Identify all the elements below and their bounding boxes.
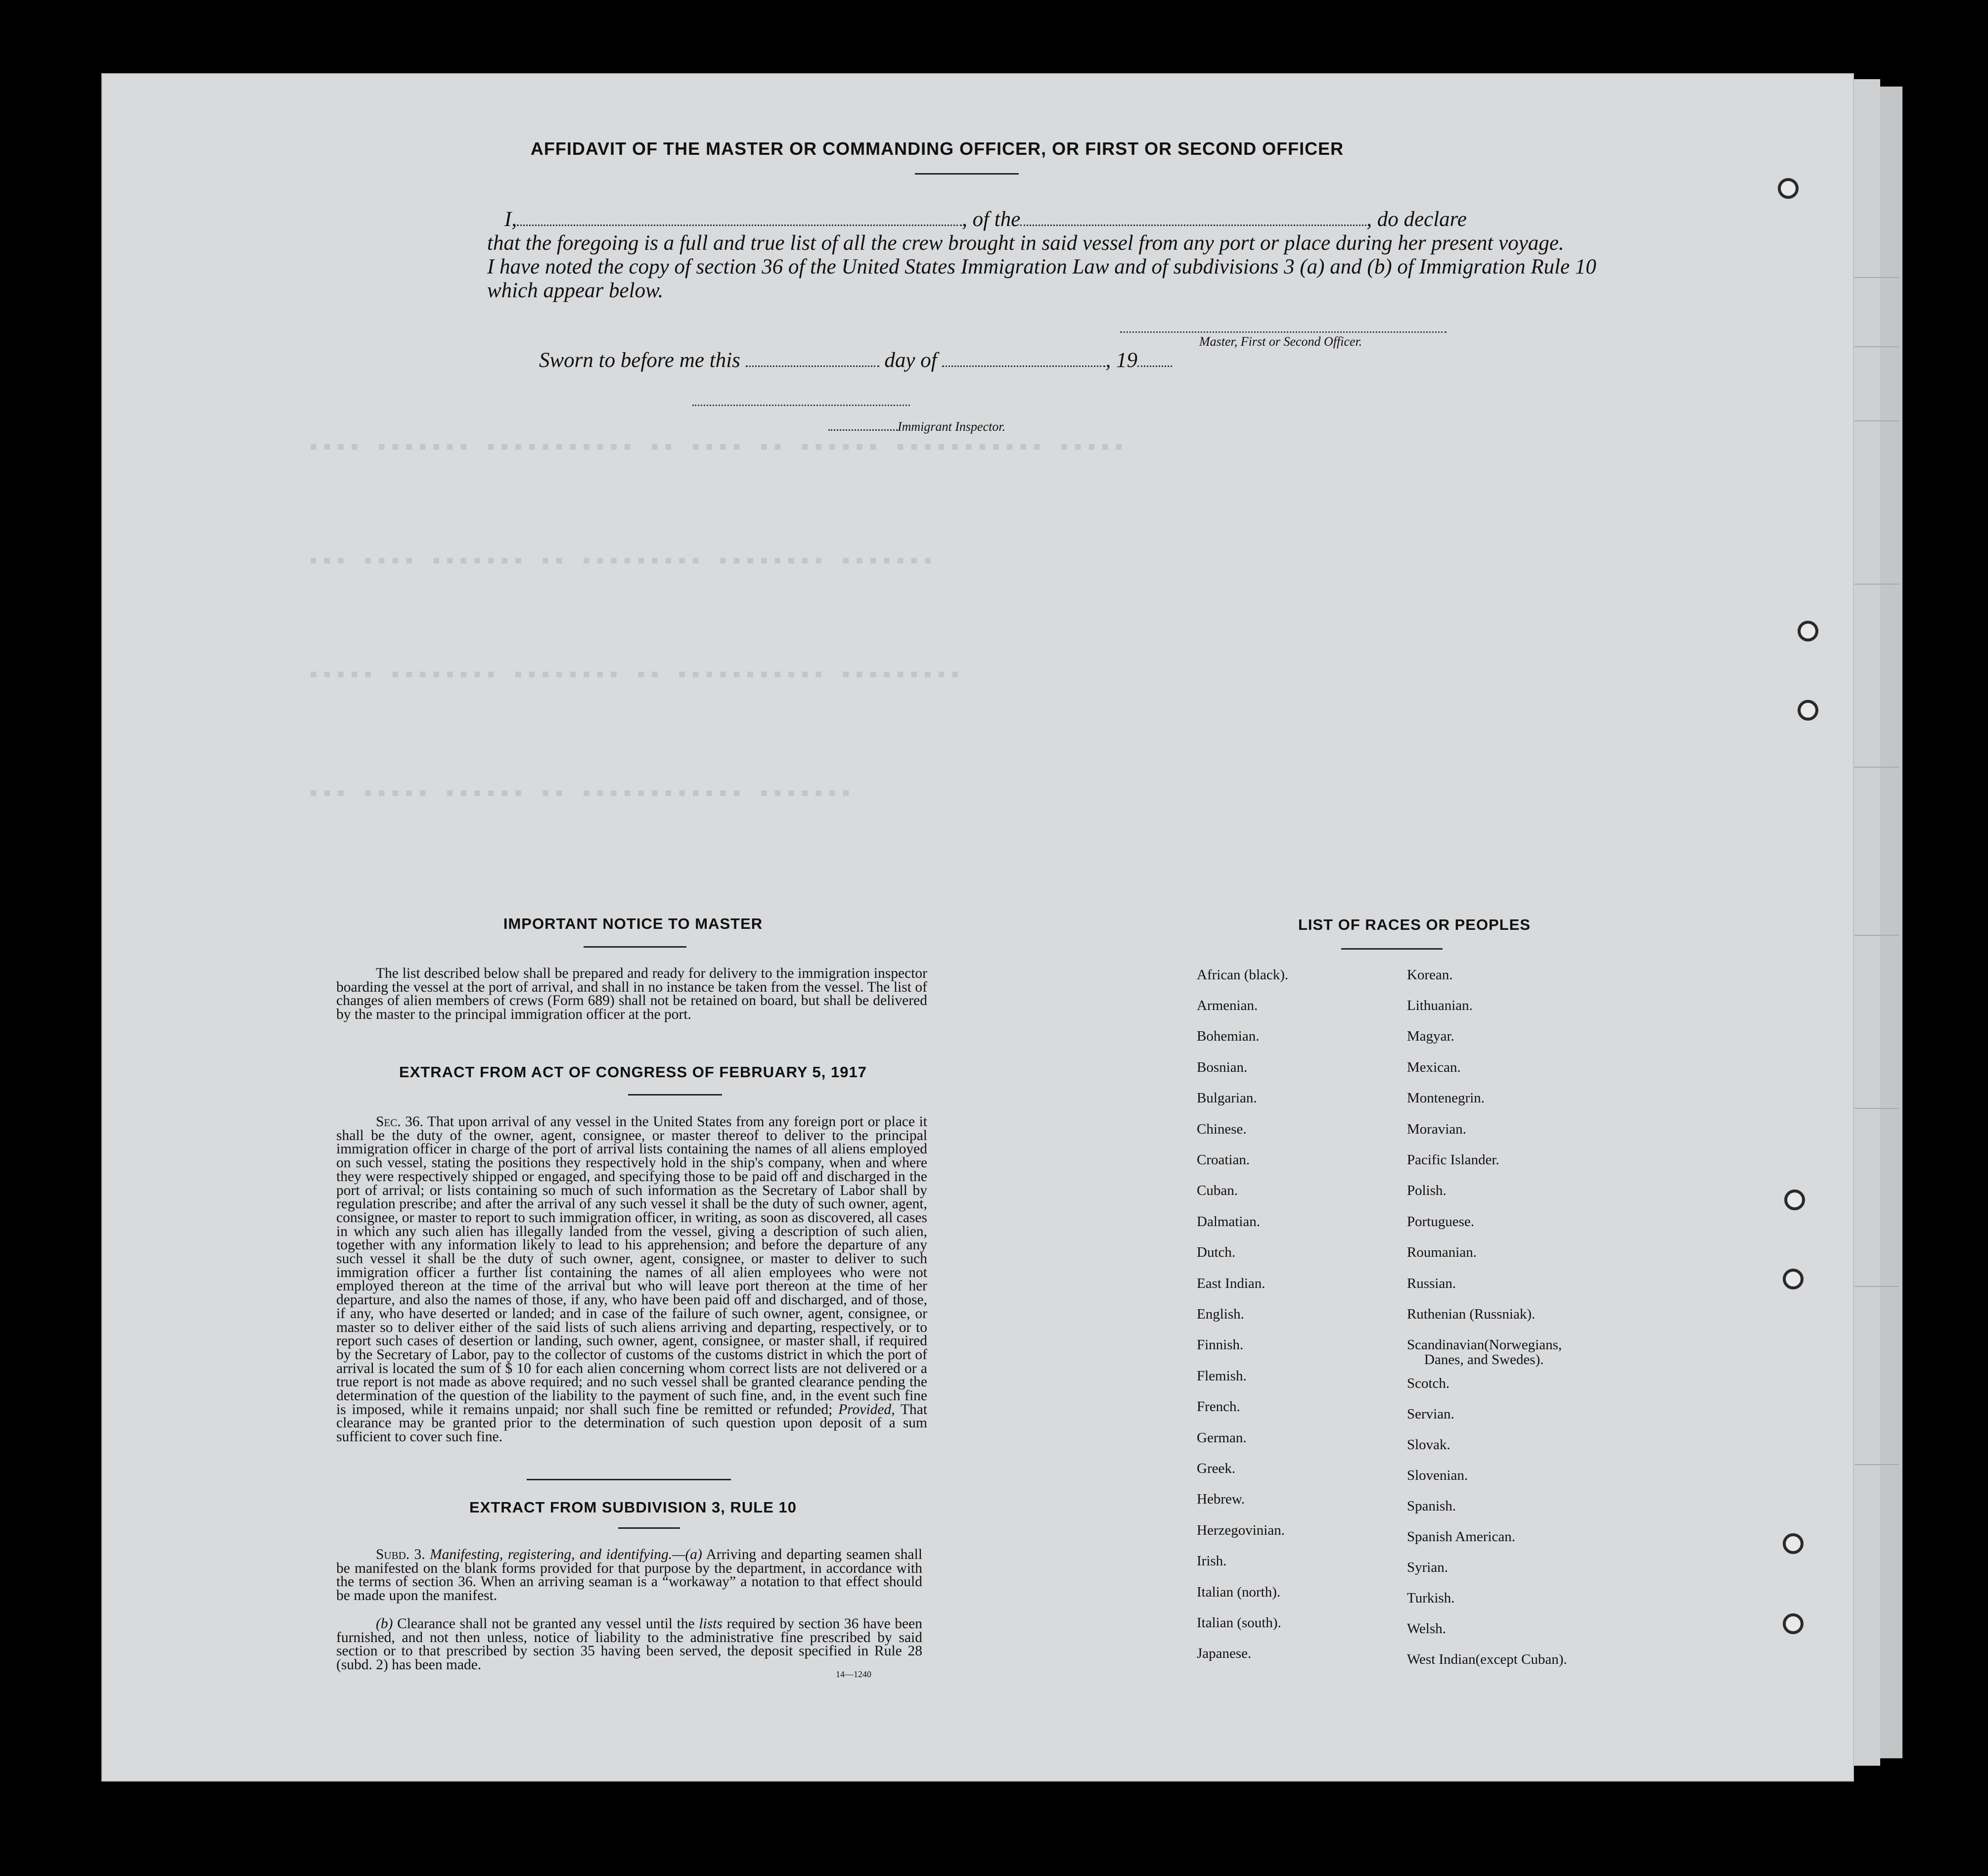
race-item: Bosnian. [1197, 1059, 1248, 1075]
divider-line [584, 946, 686, 948]
act-title: EXTRACT FROM ACT OF CONGRESS OF FEBRUARY 5, 1917 [399, 1063, 867, 1081]
master-signature-label: Master, First or Second Officer. [1199, 334, 1362, 349]
stack-rule-line [1854, 1464, 1899, 1465]
notice-title: IMPORTANT NOTICE TO MASTER [503, 915, 763, 932]
race-item: English. [1197, 1306, 1244, 1322]
affidavit-declaration-line-3: I have noted the copy of section 36 of the United States Immigration Law and of subdivisions 3 (a) and (b) of Immigration Rule 10 [487, 255, 1596, 278]
affidavit-i-label: I, [504, 208, 517, 231]
race-item: West Indian(except Cuban). [1407, 1651, 1567, 1667]
race-item: Turkish. [1407, 1590, 1455, 1606]
rule-b-label: (b) [376, 1616, 393, 1632]
act-body-text: That upon arrival of any vessel in the United States from any foreign port or place it shall be the duty of the owner, agent, consignee, or master thereof to deliver to the principal immigration officer in charge of the port of arrival lists containing the names of all aliens employed on such vessel, stating the positions they respectively hold in the ship's company, when and where they were respectively shipped or engaged, and specifying those to be paid off and discharged in the port of arrival; or lists containing so much of such information as the Secretary of Labor shall by regulation prescribe; and after the arrival of any such vessel it shall be the duty of such owner, agent, consignee, or master to report to such immigration officer, in writing, as soon as discovered, all cases in which any such alien has illegally landed from the vessel, giving a description of such alien, together with any information likely to lead to his apprehension; and before the departure of any such vessel it shall be the duty of such owner, agent, consignee, or master to deliver to such immigration officer a further list containing the names of all alien employees who were not employed thereon at the time of the arrival but who will leave port thereon at the time of her departure, and also the names of those, if any, who have been paid off and discharged, and of those, if any, who have deserted or landed; and in case of the failure of such owner, agent, consignee, or master so to deliver either of the said lists of such aliens arriving and departing, respectively, or to report such cases of desertion or landing, such owner, agent, consignee, or master shall, if required by the Secretary of Labor, pay to the collector of customs of the customs district in which the port of arrival is located the sum of $ 10 for each alien concerning whom correct lists are not delivered or a true report is not made as above required; and no such vessel shall be granted clearance pending the determination of the question of the liability to the payment of such fine, and, in the event such fine is imposed, while it remains unpaid; nor shall such fine be remitted or refunded; [336, 1114, 927, 1418]
rule-b-body-1: Clearance shall not be granted any vessel until the [397, 1616, 695, 1632]
race-item: Scandinavian(Norwegians, [1407, 1337, 1562, 1353]
race-item: French. [1197, 1399, 1240, 1415]
race-item: Polish. [1407, 1183, 1446, 1198]
races-right-column [1407, 967, 1625, 1669]
race-item: German. [1197, 1430, 1247, 1446]
race-item: Russian. [1407, 1276, 1456, 1291]
race-item: Mexican. [1407, 1059, 1461, 1075]
race-item: Italian (south). [1197, 1615, 1281, 1631]
divider-line [527, 1479, 731, 1480]
race-item: Italian (north). [1197, 1584, 1281, 1600]
sworn-year-field[interactable] [1137, 362, 1172, 367]
race-item: East Indian. [1197, 1276, 1265, 1291]
races-left-column [1197, 967, 1404, 1669]
race-item: Portuguese. [1407, 1214, 1475, 1230]
affidavit-declaration-line-4: which appear below. [487, 279, 664, 302]
affidavit-declaration-line-1 [504, 208, 1467, 231]
punch-hole-icon [1778, 178, 1799, 199]
punch-hole-icon [1783, 1533, 1804, 1554]
race-item: Magyar. [1407, 1028, 1454, 1044]
stack-rule-line [1854, 935, 1899, 936]
inspector-label-line [828, 419, 1005, 434]
race-item: Slovak. [1407, 1437, 1450, 1453]
sworn-day-of-label: day of [884, 349, 937, 372]
punch-hole-icon [1798, 700, 1818, 721]
punch-hole-icon [1783, 1613, 1804, 1634]
inspector-signature-line[interactable] [692, 405, 910, 406]
race-item: Armenian. [1197, 998, 1258, 1013]
sworn-line [539, 349, 1172, 372]
divider-line [618, 1527, 680, 1529]
race-item: Dalmatian. [1197, 1214, 1261, 1230]
name-blank-field[interactable] [517, 221, 962, 226]
stack-rule-line [1854, 584, 1899, 585]
master-signature-line[interactable] [1120, 331, 1446, 333]
sworn-day-field[interactable] [746, 362, 879, 367]
rule-b-body-2: required by section 36 have been furnished, and not then unless, notice of liability to the administrative fine prescribed by said section or to that prescribed by section 35 having been served, the deposit specified in Rule 28 (subd. 2) has been made. [336, 1616, 923, 1673]
races-title: LIST OF RACES OR PEOPLES [1298, 916, 1531, 933]
act-body [336, 1115, 927, 1444]
divider-line [915, 173, 1019, 175]
act-body-end: That clearance may be granted prior to the determination of such question upon deposit of a sum sufficient to cover such fine. [336, 1401, 928, 1445]
punch-hole-icon [1784, 1190, 1805, 1210]
divider-line [628, 1094, 722, 1096]
punch-hole-icon [1798, 621, 1818, 641]
rule-title: EXTRACT FROM SUBDIVISION 3, RULE 10 [469, 1499, 797, 1516]
bleed-through-text: ▪▪▪▪▪ ▪▪▪▪▪▪▪▪ ▪▪▪▪▪▪▪▪ ▪▪ ▪▪▪▪▪▪▪▪▪▪▪ ▪▪▪▪▪▪▪▪▪ [307, 663, 962, 688]
race-item: Servian. [1407, 1406, 1454, 1422]
race-item: Greek. [1197, 1461, 1236, 1476]
act-section-label: Sec. 36. [376, 1114, 423, 1130]
bleed-through-text: ▪▪▪▪ ▪▪▪▪▪▪▪ ▪▪▪▪▪▪▪▪▪▪▪ ▪▪ ▪▪▪▪ ▪▪ ▪▪▪▪▪▪ ▪▪▪▪▪▪▪▪▪▪▪ ▪▪▪▪▪ [307, 435, 1126, 461]
rule-subd-a [336, 1548, 922, 1603]
race-item: Croatian. [1197, 1152, 1250, 1168]
race-item: Spanish. [1407, 1498, 1456, 1514]
race-item: Cuban. [1197, 1183, 1238, 1198]
bleed-through-text: ▪▪▪ ▪▪▪▪ ▪▪▪▪▪▪▪ ▪▪ ▪▪▪▪▪▪▪▪▪ ▪▪▪▪▪▪▪▪ ▪▪▪▪▪▪▪ [307, 549, 935, 575]
race-item: Ruthenian (Russniak). [1407, 1306, 1536, 1322]
race-item: Bohemian. [1197, 1028, 1260, 1044]
race-item: Dutch. [1197, 1244, 1236, 1260]
race-item: Finnish. [1197, 1337, 1244, 1353]
race-item: Hebrew. [1197, 1491, 1245, 1507]
rule-subd-b [336, 1617, 922, 1672]
race-item: Scotch. [1407, 1375, 1450, 1391]
race-item: Spanish American. [1407, 1529, 1516, 1545]
race-item: Lithuanian. [1407, 998, 1473, 1013]
race-item: Flemish. [1197, 1368, 1247, 1384]
inspector-dots [828, 427, 898, 431]
affidavit-of-the-label: , of the [962, 208, 1021, 231]
race-item: Herzegovinian. [1197, 1522, 1285, 1538]
race-item: Korean. [1407, 967, 1453, 983]
stack-rule-line [1854, 1108, 1899, 1109]
race-item: Moravian. [1407, 1121, 1466, 1137]
race-item: Pacific Islander. [1407, 1152, 1499, 1168]
act-provided-label: Provided, [838, 1401, 895, 1418]
stack-rule-line [1854, 1286, 1899, 1287]
notice-body: The list described below shall be prepared and ready for delivery to the immigration inspector boarding the vessel at the port of arrival, and shall in no instance be taken from the vessel. The list of changes of alien members of crews (Form 689) shall not be retained on board, but shall be delivered by the master to the principal immigration officer at the port. [336, 965, 927, 1023]
form-number: 14—1240 [836, 1669, 871, 1679]
rule-subd-italic: Manifesting, registering, and identifying.—(a) [430, 1547, 702, 1562]
stack-rule-line [1854, 277, 1899, 278]
race-item: Syrian. [1407, 1559, 1448, 1575]
vessel-blank-field[interactable] [1020, 221, 1366, 226]
stack-rule-line [1854, 346, 1899, 347]
affidavit-do-declare-label: , do declare [1366, 208, 1467, 231]
race-item: Chinese. [1197, 1121, 1247, 1137]
race-item: Japanese. [1197, 1646, 1252, 1661]
race-item: Roumanian. [1407, 1244, 1477, 1260]
rule-subd-label: Subd. 3. [376, 1547, 425, 1562]
divider-line [1341, 948, 1443, 950]
inspector-label: Immigrant Inspector. [898, 419, 1006, 434]
affidavit-title: AFFIDAVIT OF THE MASTER OR COMMANDING OFFICER, OR FIRST OR SECOND OFFICER [530, 138, 1344, 159]
race-item: Montenegrin. [1407, 1090, 1485, 1106]
rule-b-lists: lists [699, 1616, 723, 1632]
race-item: Welsh. [1407, 1621, 1446, 1637]
punch-hole-icon [1783, 1269, 1804, 1289]
stack-rule-line [1854, 420, 1899, 421]
affidavit-declaration-line-2: that the foregoing is a full and true list of all the crew brought in said vessel from any port or place during her present voyage. [487, 231, 1564, 255]
sworn-year-label: , 19 [1105, 349, 1137, 372]
race-item-continuation: Danes, and Swedes). [1424, 1352, 1544, 1368]
race-item: Slovenian. [1407, 1467, 1468, 1483]
sworn-month-field[interactable] [942, 362, 1105, 367]
rule-subd-body: Arriving and departing seamen shall be manifested on the blank forms provided for that purpose by the department, in accordance with the terms of section 36. When an arriving seaman is a “workaway” a notation to that effect should be made upon the manifest. [336, 1547, 923, 1604]
stack-rule-line [1854, 767, 1899, 768]
bleed-through-text: ▪▪▪ ▪▪▪▪▪ ▪▪▪▪▪▪ ▪▪ ▪▪▪▪▪▪▪▪▪▪▪▪ ▪▪▪▪▪▪▪ [307, 781, 853, 807]
race-item: African (black). [1197, 967, 1289, 983]
sworn-prefix: Sworn to before me this [539, 349, 740, 372]
race-item: Bulgarian. [1197, 1090, 1257, 1106]
paper-stack-middle [1850, 79, 1880, 1766]
race-item: Irish. [1197, 1553, 1227, 1569]
